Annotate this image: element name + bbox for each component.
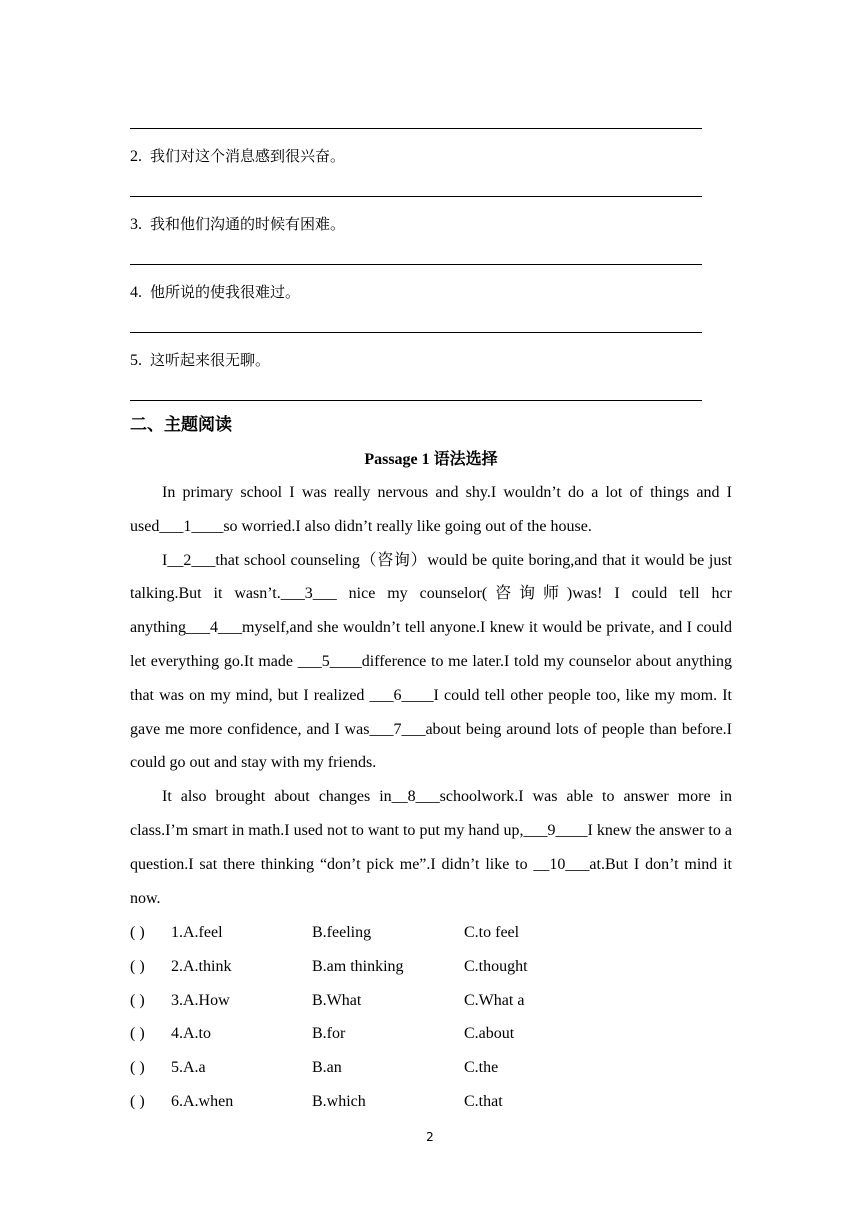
- item-number: 2.: [130, 148, 142, 165]
- option-b: B.an: [312, 1059, 342, 1077]
- option-row: [130, 984, 730, 1018]
- option-a: 3.A.How: [171, 991, 230, 1009]
- option-row: [130, 950, 730, 984]
- passage-paragraph: I__2___that school counseling（咨询）would be quite boring,and that it would be just talking.But it wasn’t.___3___ nice my counselor(咨询师)was! I could tell hcr anything___4___myself,and she wouldn’t tell anyone.I knew it would be private, and I could let everything go.It made ___5____difference to me later.I told my counselor about anything that was on my mind, but I realized ___6____I could tell other people too, like my mom. It gave me more confidence, and I was___7___about being around lots of people than before.I could go out and stay with my friends.: [130, 551, 732, 772]
- option-c: C.thought: [464, 957, 528, 975]
- answer-blank: ( ): [130, 991, 145, 1009]
- answer-blank: ( ): [130, 1025, 145, 1043]
- answer-line: [130, 196, 702, 197]
- option-a: 5.A.a: [171, 1059, 206, 1077]
- answer-line: [130, 332, 702, 333]
- option-a: 4.A.to: [171, 1025, 211, 1043]
- option-row: [130, 916, 730, 950]
- option-a: 6.A.when: [171, 1092, 234, 1110]
- answer-line: [130, 128, 702, 129]
- item-text: 我们对这个消息感到很兴奋。: [150, 147, 346, 165]
- option-c: C.to feel: [464, 924, 520, 941]
- translation-item: [130, 282, 300, 303]
- passage-paragraph: It also brought about changes in__8___schoolwork.I was able to answer more in class.I’m smart in math.I used not to want to put my hand up,___9____I knew the answer to a question.I sat there thinking “don’t pick me”.I didn’t like to __10___at.But I don’t mind it now.: [130, 788, 732, 907]
- section-heading: 二、主题阅读: [130, 415, 232, 435]
- item-number: 5.: [130, 352, 142, 369]
- translation-item: [130, 214, 345, 235]
- option-a: 2.A.think: [171, 957, 232, 975]
- option-row: [130, 1051, 730, 1085]
- passage-paragraph: In primary school I was really nervous and shy.I wouldn’t do a lot of things and I used___1____so worried.I also didn’t really like going out of the house.: [130, 484, 732, 535]
- option-b: B.feeling: [312, 924, 372, 941]
- answer-options: [130, 916, 730, 1119]
- translation-item: [130, 146, 345, 167]
- answer-blank: ( ): [130, 957, 145, 975]
- item-text: 他所说的使我很难过。: [150, 283, 301, 301]
- answer-blank: ( ): [130, 1059, 145, 1077]
- option-row: [130, 1085, 730, 1119]
- answer-line: [130, 264, 702, 265]
- translation-item: [130, 350, 270, 371]
- option-a: 1.A.feel: [171, 924, 223, 941]
- item-text: 这听起来很无聊。: [150, 351, 271, 369]
- item-number: 4.: [130, 284, 142, 301]
- option-c: C.What a: [464, 991, 525, 1009]
- option-c: C.the: [464, 1059, 499, 1077]
- page-number: 2: [426, 1130, 434, 1144]
- answer-blank: ( ): [130, 1092, 145, 1110]
- option-c: C.that: [464, 1092, 503, 1110]
- option-b: B.am thinking: [312, 957, 404, 975]
- passage-body: [130, 476, 732, 915]
- item-number: 3.: [130, 216, 142, 233]
- option-b: B.What: [312, 991, 362, 1009]
- answer-line: [130, 400, 702, 401]
- option-c: C.about: [464, 1025, 515, 1043]
- option-b: B.for: [312, 1025, 346, 1043]
- answer-blank: ( ): [130, 924, 145, 941]
- option-row: [130, 1017, 730, 1051]
- option-b: B.which: [312, 1092, 366, 1110]
- item-text: 我和他们沟通的时候有困难。: [150, 215, 346, 233]
- passage-title: Passage 1 语法选择: [364, 451, 498, 468]
